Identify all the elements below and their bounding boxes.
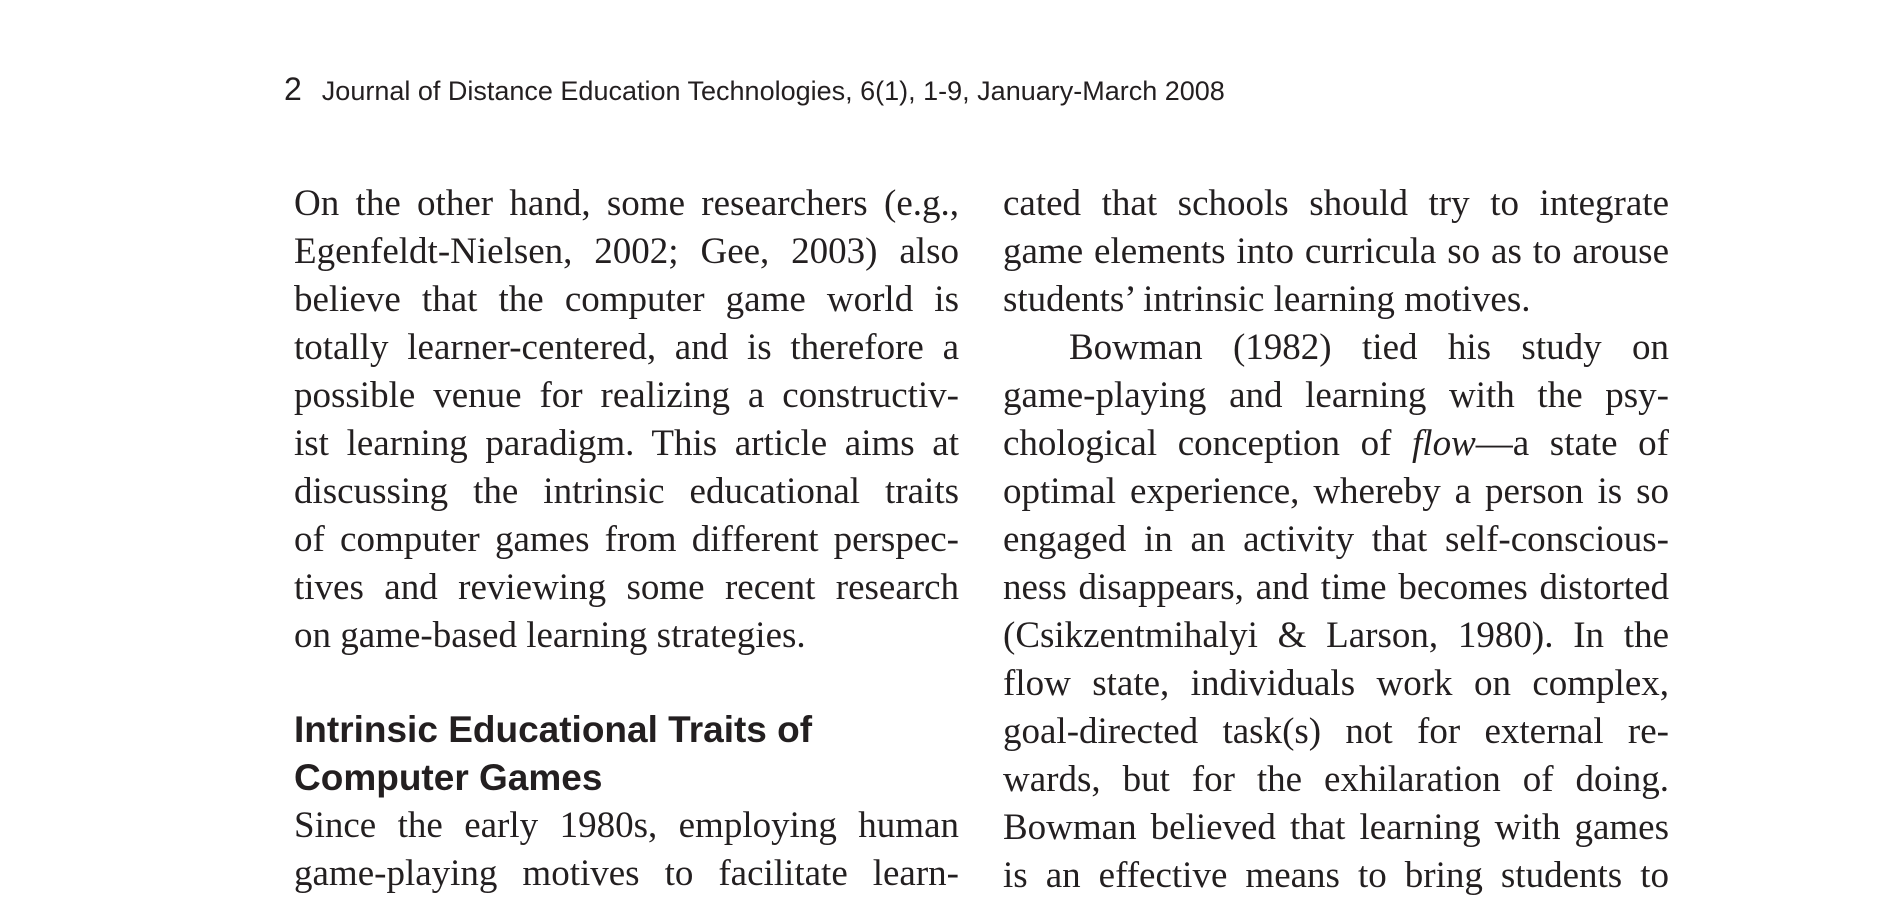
journal-citation: Journal of Distance Education Technologies, 6(1), 1-9, January-March 2008	[321, 76, 1225, 106]
heading-line: Intrinsic Educational Traits of	[294, 709, 813, 750]
heading-line: Computer Games	[294, 757, 603, 798]
text-line: goal-directed task(s) not for external re-	[1003, 711, 1669, 752]
text-line: (Csikzentmihalyi & Larson, 1980). In the	[1003, 615, 1669, 656]
text-line: game-playing motives to facilitate learn-	[294, 853, 959, 894]
section-paragraph	[294, 802, 959, 898]
text-line: game elements into curricula so as to arouse	[1003, 231, 1669, 272]
continued-paragraph	[1003, 180, 1669, 324]
text-line: possible venue for realizing a constructiv-	[294, 375, 959, 416]
text-line: of computer games from different perspec-	[294, 519, 959, 560]
text-line: wards, but for the exhilaration of doing.	[1003, 759, 1669, 800]
text-segment: chological conception of	[1003, 423, 1413, 464]
text-line: ist learning paradigm. This article aims at	[294, 423, 959, 464]
bowman-paragraph	[1003, 324, 1669, 900]
intro-paragraph	[294, 180, 959, 660]
text-line: discussing the intrinsic educational traits	[294, 471, 959, 512]
text-line: game-playing and learning with the psy-	[1003, 375, 1669, 416]
page-number: 2	[284, 71, 302, 107]
text-line: totally learner-centered, and is therefore a	[294, 327, 959, 368]
text-line: flow state, individuals work on complex,	[1003, 663, 1669, 704]
right-column	[1003, 180, 1669, 900]
text-line: Bowman believed that learning with games	[1003, 807, 1669, 848]
text-line: Bowman (1982) tied his study on	[1069, 327, 1669, 368]
text-line	[1003, 420, 1669, 468]
text-line: believe that the computer game world is	[294, 279, 959, 320]
text-line: on game-based learning strategies.	[294, 615, 806, 656]
running-header	[284, 73, 1225, 105]
text-line: is an effective means to bring students to	[1003, 855, 1669, 896]
text-line: students’ intrinsic learning motives.	[1003, 279, 1531, 320]
text-line: ness disappears, and time becomes distorted	[1003, 567, 1669, 608]
left-column	[294, 180, 959, 898]
text-line: engaged in an activity that self-conscious-	[1003, 519, 1669, 560]
text-segment: —a state of	[1475, 423, 1670, 464]
section-heading	[294, 706, 959, 802]
text-line: tives and reviewing some recent research	[294, 567, 959, 608]
text-line: optimal experience, whereby a person is so	[1003, 471, 1669, 512]
text-line: Egenfeldt-Nielsen, 2002; Gee, 2003) also	[294, 231, 959, 272]
text-line: On the other hand, some researchers (e.g.,	[294, 183, 959, 224]
text-line: cated that schools should try to integrate	[1003, 183, 1669, 224]
text-line: Since the early 1980s, employing human	[294, 805, 959, 846]
italic-term: flow	[1412, 423, 1476, 464]
